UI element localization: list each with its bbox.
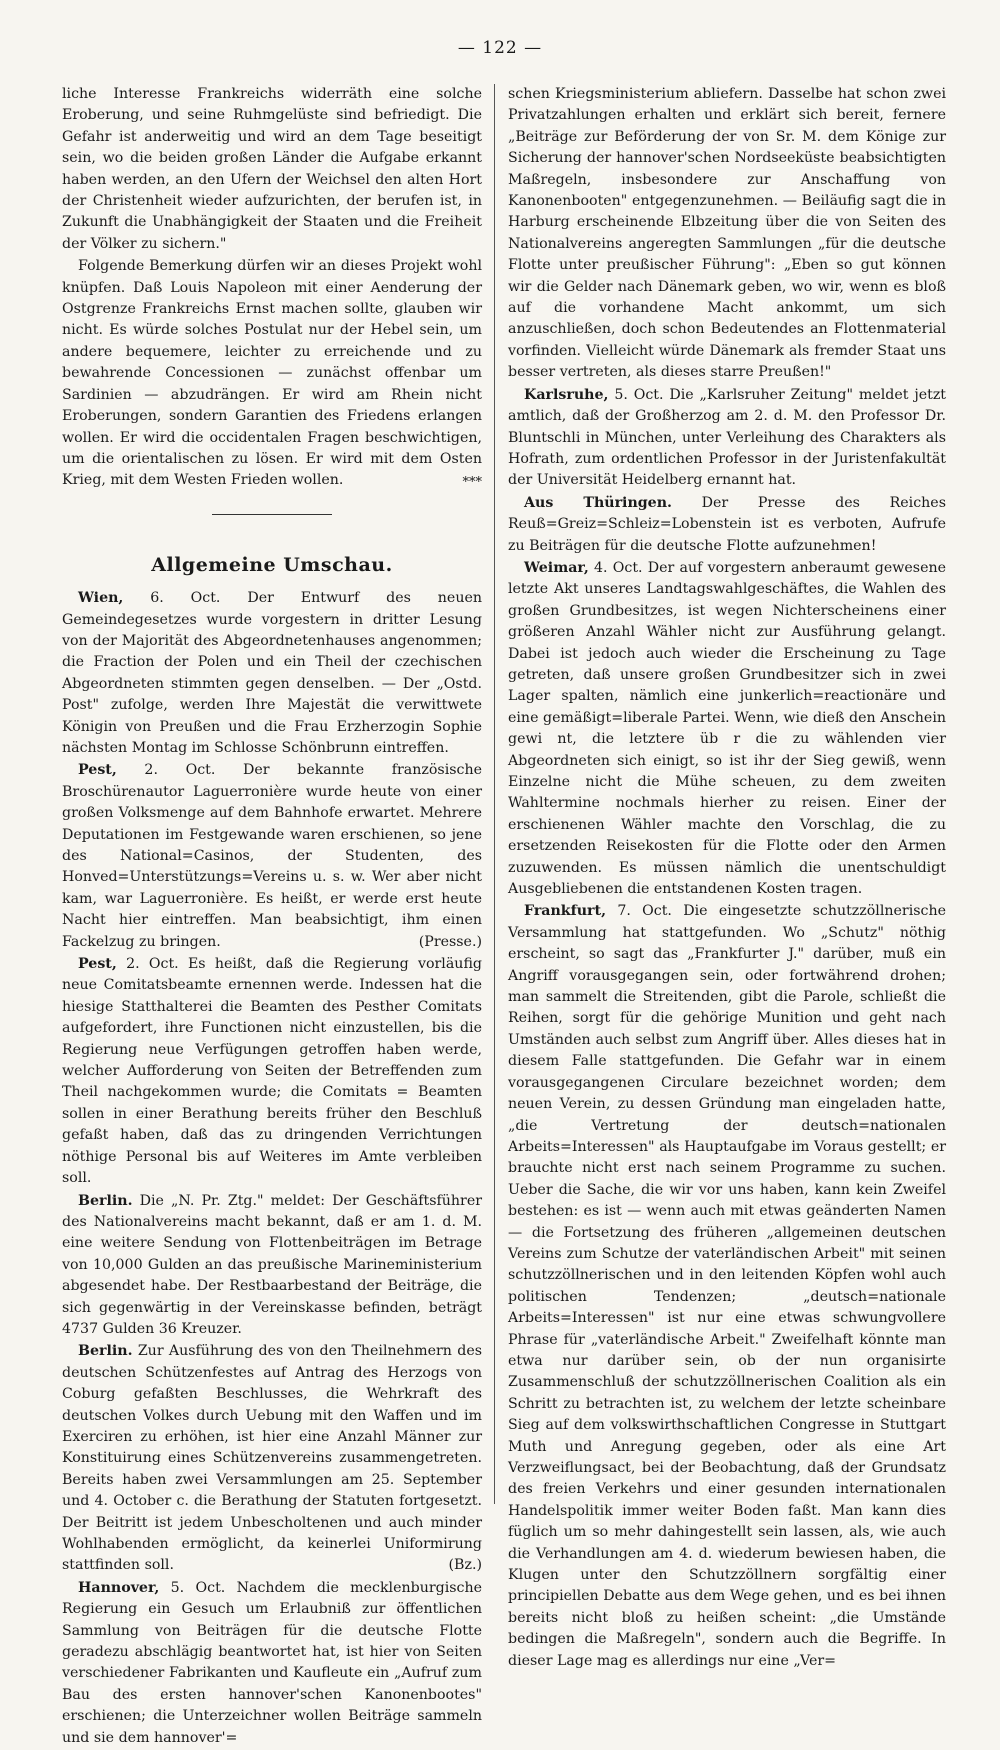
news-dateline: Aus Thüringen. [524,494,672,511]
news-list [62,588,482,1749]
news-dateline: Berlin. [78,1343,133,1360]
news-dateline: Berlin. [78,1192,133,1209]
column-rule [494,84,495,1504]
section-title: Allgemeine Umschau. [151,553,393,576]
news-list [508,84,946,1672]
news-item [62,1191,482,1341]
news-item [508,385,946,492]
signature-stars: *** [462,475,482,491]
section-divider [212,514,332,515]
news-text: Die „N. Pr. Ztg." meldet: Der Geschäftsführer des Nationalvereins macht bekannt, daß er am 1. d. M. eine weitere Sendung von Flottenbeiträgen im Betrage von 10,000 Gulden an das preußische Marineministerium abgesendet habe. Der Restbaarbestand der Beiträge, die sich gegenwärtig in der Vereinskasse befinden, beträgt 4737 Gulden 36 Kreuzer. [62,1192,482,1337]
left-column [62,84,482,1750]
news-dateline: Wien, [78,590,124,607]
news-item [62,954,482,1189]
news-item [62,1578,482,1749]
news-text: 5. Oct. Die „Karlsruher Zeitung" meldet jetzt amtlich, daß der Großherzog am 2. d. M. den Professor Dr. Bluntschli in München, unter Verleihung des Charakters als Hofrath, zum ordentlichen Professor in der Juristenfakultät der Universität Heidelberg ernannt hat. [508,386,946,489]
news-item [62,1341,482,1576]
news-text: Der Presse des Reiches Reuß=Greiz=Schleiz=Lobenstein ist es verboten, Aufrufe zu Beiträgen für die deutsche Flotte aufzunehmen! [508,494,946,554]
news-dateline: Pest, [78,956,117,973]
news-text: 4. Oct. Der auf vorgestern anberaumt gewesene letzte Akt unseres Landtagswahlgeschäftes, die Wahlen des großen Grundbesitzes, ist wegen Nichterscheinens einer größeren Anzahl Wähler nicht zur Ausführung gelangt. Dabei ist jedoch auch wieder die Erscheinung zu Tage getreten, daß unsere großen Grundbesitzer sich in zwei Lager spalten, nämlich eine junkerlich=reactionäre und eine gemäßigt=liberale Partei. Wenn, wie dieß den Anschein gewi nt, die letztere üb r die zu wählenden vier Abgeordneten sich einigt, so ist ihr der Sieg gewiß, wenn Einzelne nicht die Mühe scheuen, zu dem zweiten Wahltermine nochmals hierher zu reisen. Einer der erschienenen Wähler machte den Vorschlag, die zu ersetzenden Reisekosten für die Flotte oder den Armen zuzuwenden. Es müssen nämlich die unentschuldigt Ausgebliebenen die entstandenen Kosten tragen. [508,559,946,898]
news-item [508,558,946,901]
intro-paragraph: liche Interesse Frankreichs widerräth eine solche Eroberung, und seine Ruhmgelüste sind befriedigt. Die Gefahr ist anderweitig und wird an dem Tage beseitigt sein, wo die beiden großen Länder die Aufgabe erkannt haben werden, an den Ufern der Weichsel den alten Hort der Christenheit wieder aufzurichten, der berufen ist, in Zukunft die Unabhängigkeit der Staaten und die Freiheit der Völker zu sichern." [62,86,482,252]
news-dateline: Pest, [78,762,117,779]
news-text: 2. Oct. Es heißt, daß die Regierung vorläufig neue Comitatsbeamte ernennen werde. Indessen hat die hiesige Statthalterei die Beamten des Pesther Comitats aufgefordert, ihre Functionen nicht einzustellen, bis die Regierung neue Verfügungen getroffen haben werde, welcher Aufforderung von Seiten der Betreffenden zum Theil nachgekommen wurde; die Comitats = Beamten sollen in einer Berathung bereits früher den Beschluß gefaßt haben, daß das zu dringenden Verrichtungen nöthige Personal bis auf Weiteres im Amte verbleiben soll. [62,956,482,1187]
page-number: — 122 — [457,38,543,58]
news-text: Zur Ausführung des von den Theilnehmern des deutschen Schützenfestes auf Antrag des Herzogs von Coburg gefaßten Beschlusses, die Wehrkraft des deutschen Volkes durch Uebung mit den Waffen und im Exerciren zu erhöhen, ist hier eine Anzahl Männer zur Konstituirung eines Schützenvereins zusammengetreten. Bereits haben zwei Versammlungen am 25. September und 4. October c. die Berathung der Statuten fortgesetzt. Der Beitritt ist jedem Unbescholtenen und auch minder Wohlhabenden ermöglicht, da keinerlei Uniformirung stattfinden soll. [62,1343,482,1574]
news-text: schen Kriegsministerium abliefern. Dasselbe hat schon zwei Privatzahlungen erhalten und erklärt sich bereit, fernere „Beiträge zur Beförderung der von Sr. M. dem Könige zur Sicherung der hannover'schen Nordseeküste beabsichtigten Maßregeln, insbesondere zur Anschaffung von Kanonenbooten" entgegenzunehmen. — Beiläufig sagt die in Harburg erscheinende Elbzeitung über die von Seiten des Nationalvereins angeregten Sammlungen „für die deutsche Flotte unter preußischer Führung": „Eben so gut können wir die Gelder nach Dänemark geben, wo wir, wenn es bloß auf die vorhandene Macht ankommt, um sich anzuschließen, doch schon Bedeutendes an Flottenmaterial vorfinden. Vielleicht würde Dänemark als fremder Staat uns besser vertreten, als dieses starre Preußen!" [508,86,946,381]
news-dateline: Frankfurt, [524,903,607,920]
intro-paragraph: Folgende Bemerkung dürfen wir an dieses Projekt wohl knüpfen. Daß Louis Napoleon mit einer Aenderung der Ostgrenze Frankreichs Ernst machen sollte, glauben wir nicht. Es würde solches Postulat nur der Hebel sein, um andere bequemere, leichter zu erreichende und zu bewahrende Concessionen — zunächst offenbar um Sardinien — abzudrängen. Er wird am Rhein nicht Eroberungen, sondern Garantien des Friedens erlangen wollen. Er wird die occidentalen Fragen beschwichtigen, um die orientalischen zu lösen. Er wird mit dem Osten Krieg, mit dem Westen Frieden wollen. *** [62,256,482,491]
right-column [508,84,946,1673]
news-text: 2. Oct. Der bekannte französische Broschürenautor Laguerronière wurde heute von einer großen Volksmenge auf dem Bahnhofe erwartet. Mehrere Deputationen im Festgewande waren erschienen, so jene des National=Casinos, der Studenten, des Honved=Unterstützungs=Vereins u. s. w. Wer aber nicht kam, war Laguerronière. Es heißt, er werde erst heute Nacht hier eintreffen. Man beabsichtigt, ihm einen Fackelzug zu bringen. [62,762,482,950]
news-source: (Bz.) [448,1557,482,1574]
news-text: 6. Oct. Der Entwurf des neuen Gemeindegesetzes wurde vorgestern in dritter Lesung von der Majorität des Abgeordnetenhauses angenommen; die Fraction der Polen und ein Theil der czechischen Abgeordneten stimmten gegen denselben. — Der „Ostd. Post" zufolge, werden Ihre Majestät die verwittwete Königin von Preußen und die Frau Erzherzogin Sophie nächsten Montag im Schlosse Schönbrunn eintreffen. [62,590,482,756]
news-text: 5. Oct. Nachdem die mecklenburgische Regierung ein Gesuch um Erlaubniß zur öffentlichen Sammlung von Beiträgen für die deutsche Flotte geradezu abschlägig beantwortet hat, ist hier von Seiten verschiedener Fabrikanten und Kaufleute ein „Aufruf zum Bau des ersten hannover'schen Kanonenbootes" erschienen; die Unterzeichner wollen Beiträge sammeln und sie dem hannover'= [62,1579,482,1746]
news-text: 7. Oct. Die eingesetzte schutzzöllnerische Versammlung hat stattgefunden. Wo „Schutz" nöthig erscheint, so sagt das „Frankfurter J." darüber, muß ein Angriff vorausgegangen sein, oder fortwährend drohen; man sammelt die Streitenden, gibt die Parole, schließt die Reihen, sorgt für die gehörige Munition und geht nach Umständen auch selbst zum Angriff über. Alles dieses hat in diesem Falle stattgefunden. Die Gefahr war in einem vorausgegangenen Circulare bezeichnet worden; dem neuen Verein, zu dessen Gründung man eingeladen hatte, „die Vertretung der deutsch=nationalen Arbeits=Interessen" als Hauptaufgabe im Voraus gestellt; er brauchte nicht erst nach seinem Programme zu suchen. Ueber die Sache, die wir vor uns haben, kann kein Zweifel bestehen: es ist — wenn auch mit etwas geänderten Namen — die Fortsetzung des früheren „allgemeinen deutschen Vereins zum Schutze der vaterländischen Arbeit" mit seinen schutzzöllnerischen und in den leitenden Köpfen wohl auch politischen Tendenzen; „deutsch=nationale Arbeits=Interessen" ist nur eine etwas schwungvollere Phrase für „vaterländische Arbeit." Zweifelhaft könnte man etwa nur darüber sein, ob der nun organisirte Zusammenschluß der schutzzöllnerischen Coalition als ein Schritt zu betrachten ist, zu welchem der letzte scheinbare Sieg auf dem volkswirthschaftlichen Congresse in Stuttgart Muth und Anregung gegeben, oder als eine Art Verzweiflungsact, bei der Beobachtung, daß der Grundsatz des freien Verkehrs und einer gesunden internationalen Handelspolitik immer weiter Boden faßt. Man kann dies füglich um so mehr dahingestellt sein lassen, als, wie auch die Verhandlungen am 4. d. wiederum bewiesen haben, die Klugen unter den Schutzzöllnern sorgfältig einer principiellen Debatte aus dem Wege gehen, und es bei ihnen bereits nicht bloß zu heißen scheint: „die Umstände bedingen die Maßregeln", sondern auch die Begriffe. In dieser Lage mag es allerdings nur eine „Ver= [508,903,946,1669]
news-item [62,588,482,759]
news-dateline: Hannover, [78,1579,160,1596]
news-source: (Presse.) [418,933,482,950]
news-item [62,760,482,953]
news-item [508,901,946,1672]
news-dateline: Karlsruhe, [524,386,609,403]
news-item [508,493,946,557]
news-dateline: Weimar, [524,559,589,576]
news-item [508,84,946,384]
